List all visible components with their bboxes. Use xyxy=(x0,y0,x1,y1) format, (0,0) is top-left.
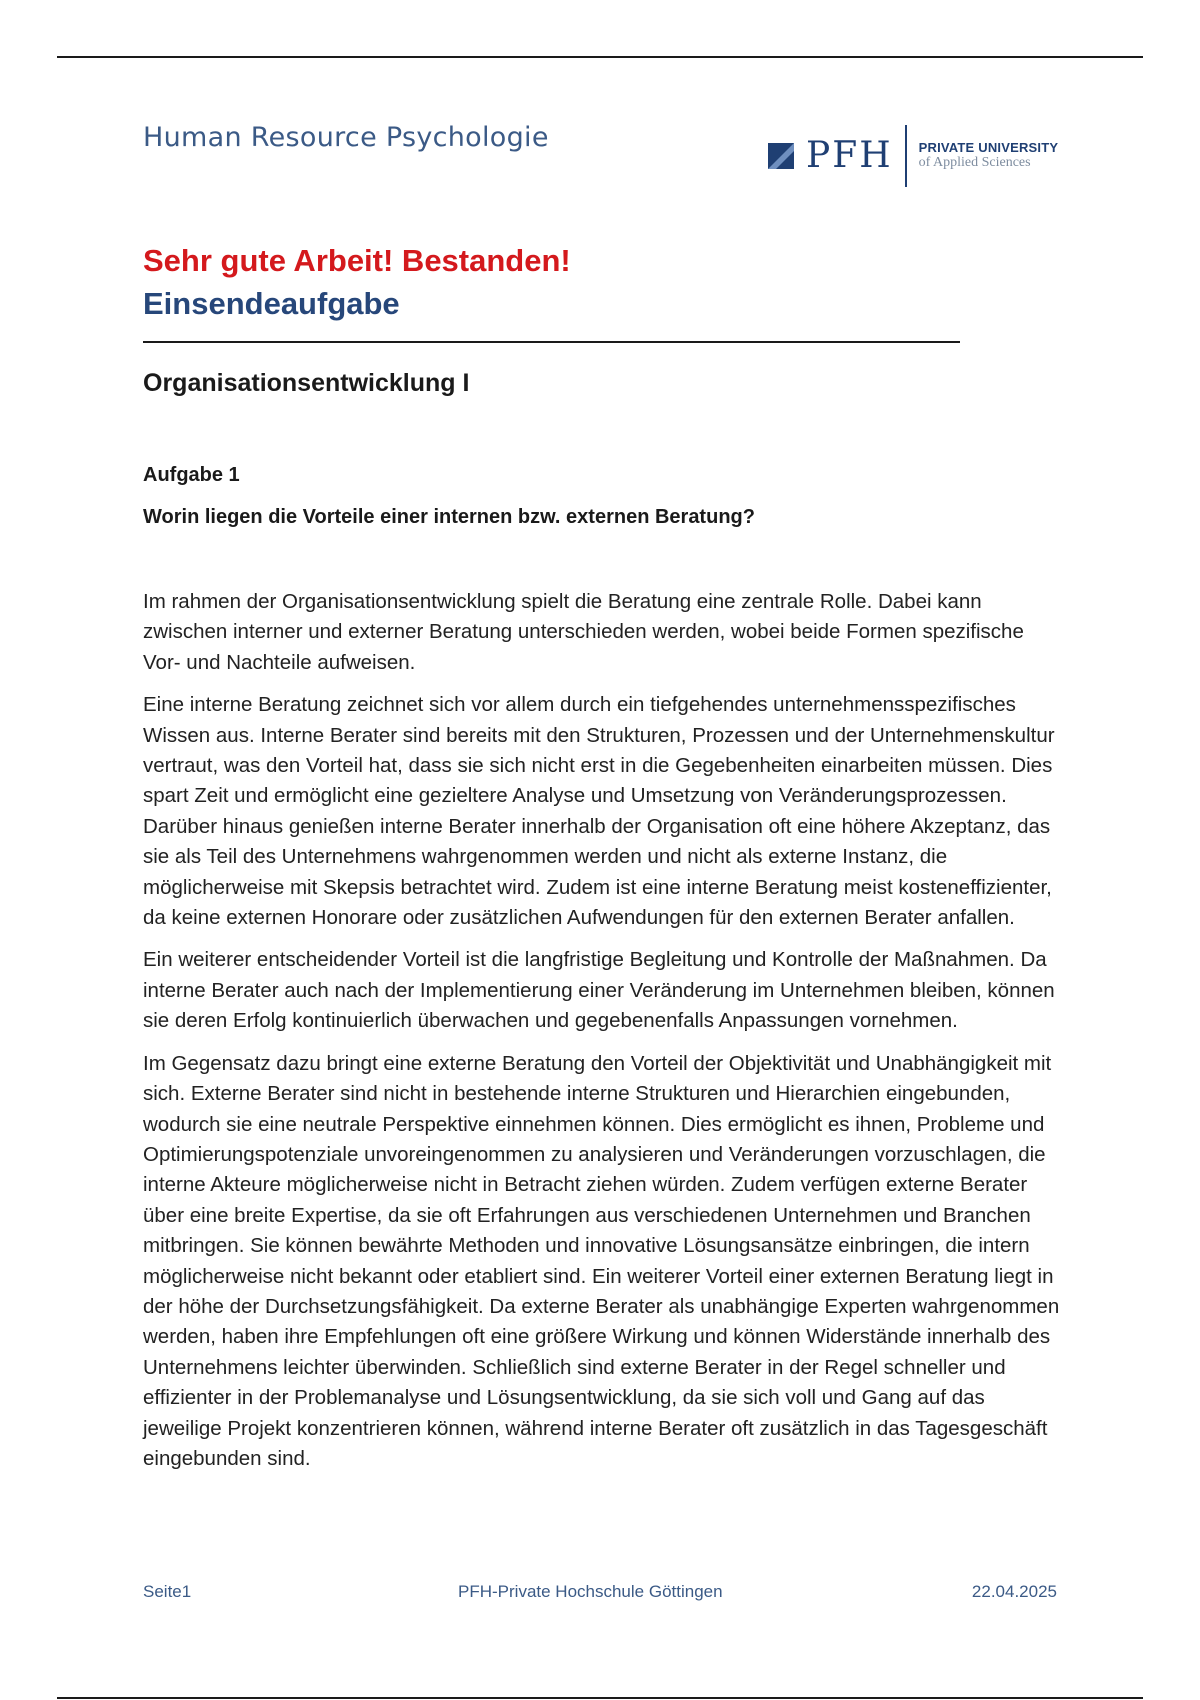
paragraph: Eine interne Beratung zeichnet sich vor allem durch ein tiefgehendes unternehmensspezifisches Wissen aus. Interne Berater sind bereits mit den Strukturen, Prozessen und der Unternehmenskultur vertraut, was den Vorteil hat, dass sie sich nicht erst in die Gegebenheiten einarbeiten müssen. Dies spart Zeit und ermöglicht eine gezieltere Analyse und Umsetzung von Veränderungsprozessen. Darüber hinaus genießen interne Berater innerhalb der Organisation oft eine höhere Akzeptanz, das sie als Teil des Unternehmens wahrgenommen werden und nicht als externe Instanz, die möglicherweise mit Skepsis betrachtet wird. Zudem ist eine interne Beratung meist kosteneffizienter, da keine externen Honorare oder zusätzlichen Aufwendungen für den externen Berater anfallen. xyxy=(143,693,1055,930)
answer-body xyxy=(143,587,1063,1486)
university-logo xyxy=(768,124,1058,188)
logo-divider xyxy=(905,125,907,187)
footer-institution: PFH-Private Hochschule Göttingen xyxy=(458,1582,723,1601)
page-footer xyxy=(143,1582,1057,1606)
logo-subtitle-line2: of Applied Sciences xyxy=(918,155,1031,171)
footer-page-number: Seite1 xyxy=(143,1582,192,1601)
pfh-logo-icon xyxy=(768,143,794,169)
footer-date: 22.04.2025 xyxy=(971,1582,1057,1601)
title-divider xyxy=(143,341,960,343)
course-title: Human Resource Psychologie xyxy=(143,122,549,153)
logo-subtitle xyxy=(919,141,1059,171)
grade-status: Sehr gute Arbeit! Bestanden! xyxy=(143,243,571,278)
paragraph: Im Gegensatz dazu bringt eine externe Beratung den Vorteil der Objektivität und Unabhängigkeit mit sich. Externe Berater sind nicht in bestehende interne Strukturen und Hierarchien eingebunden, wodurch sie eine neutrale Perspektive einnehmen können. Dies ermöglicht es ihnen, Probleme und Optimierungspotenziale unvoreingenommen zu analysieren und Veränderungen vorzuschlagen, die interne Akteure möglicherweise nicht in Betracht ziehen würden. Zudem verfügen externe Berater über eine breite Expertise, da sie oft Erfahrungen aus verschiedenen Unternehmen und Branchen mitbringen. Sie können bewährte Methoden und innovative Lösungsansätze einbringen, die intern möglicherweise nicht bekannt oder etabliert sind. Ein weiterer Vorteil einer externen Beratung liegt in der höhe der Durchsetzungsfähigkeit. Da externe Berater als unabhängige Experten wahrgenommen werden, haben ihre Empfehlungen oft eine größere Wirkung und können Widerstände innerhalb des Unternehmens leichter überwinden. Schließlich sind externe Berater in der Regel schneller und effizienter in der Problemanalyse und Lösungsentwicklung, da sie sich voll und Gang auf das jeweilige Projekt konzentrieren können, während interne Berater oft zusätzlich in das Tagesgeschäft eingebunden sind. xyxy=(143,1051,1060,1470)
task-question: Worin liegen die Vorteile einer internen bzw. externen Beratung? xyxy=(143,506,755,528)
module-title: Organisationsentwicklung I xyxy=(143,369,470,397)
logo-subtitle-line1: PRIVATE UNIVERSITY xyxy=(918,140,1059,156)
page-bottom-rule xyxy=(57,1697,1143,1699)
page-top-rule xyxy=(57,56,1143,58)
document-type: Einsendeaufgabe xyxy=(143,286,400,321)
logo-name: PFH xyxy=(806,135,893,176)
paragraph: Ein weiterer entscheidender Vorteil ist die langfristige Begleitung und Kontrolle der Maßnahmen. Da interne Berater auch nach der Implementierung einer Veränderung im Unternehmen bleiben, können sie deren Erfolg kontinuierlich überwachen und gegebenenfalls Anpassungen vornehmen. xyxy=(143,948,1055,1033)
task-label: Aufgabe 1 xyxy=(143,464,240,486)
paragraph: Im rahmen der Organisationsentwicklung spielt die Beratung eine zentrale Rolle. Dabei kann zwischen interner und externer Beratung unterschieden werden, wobei beide Formen spezifische Vor- und Nachteile aufweisen. xyxy=(143,590,1024,674)
